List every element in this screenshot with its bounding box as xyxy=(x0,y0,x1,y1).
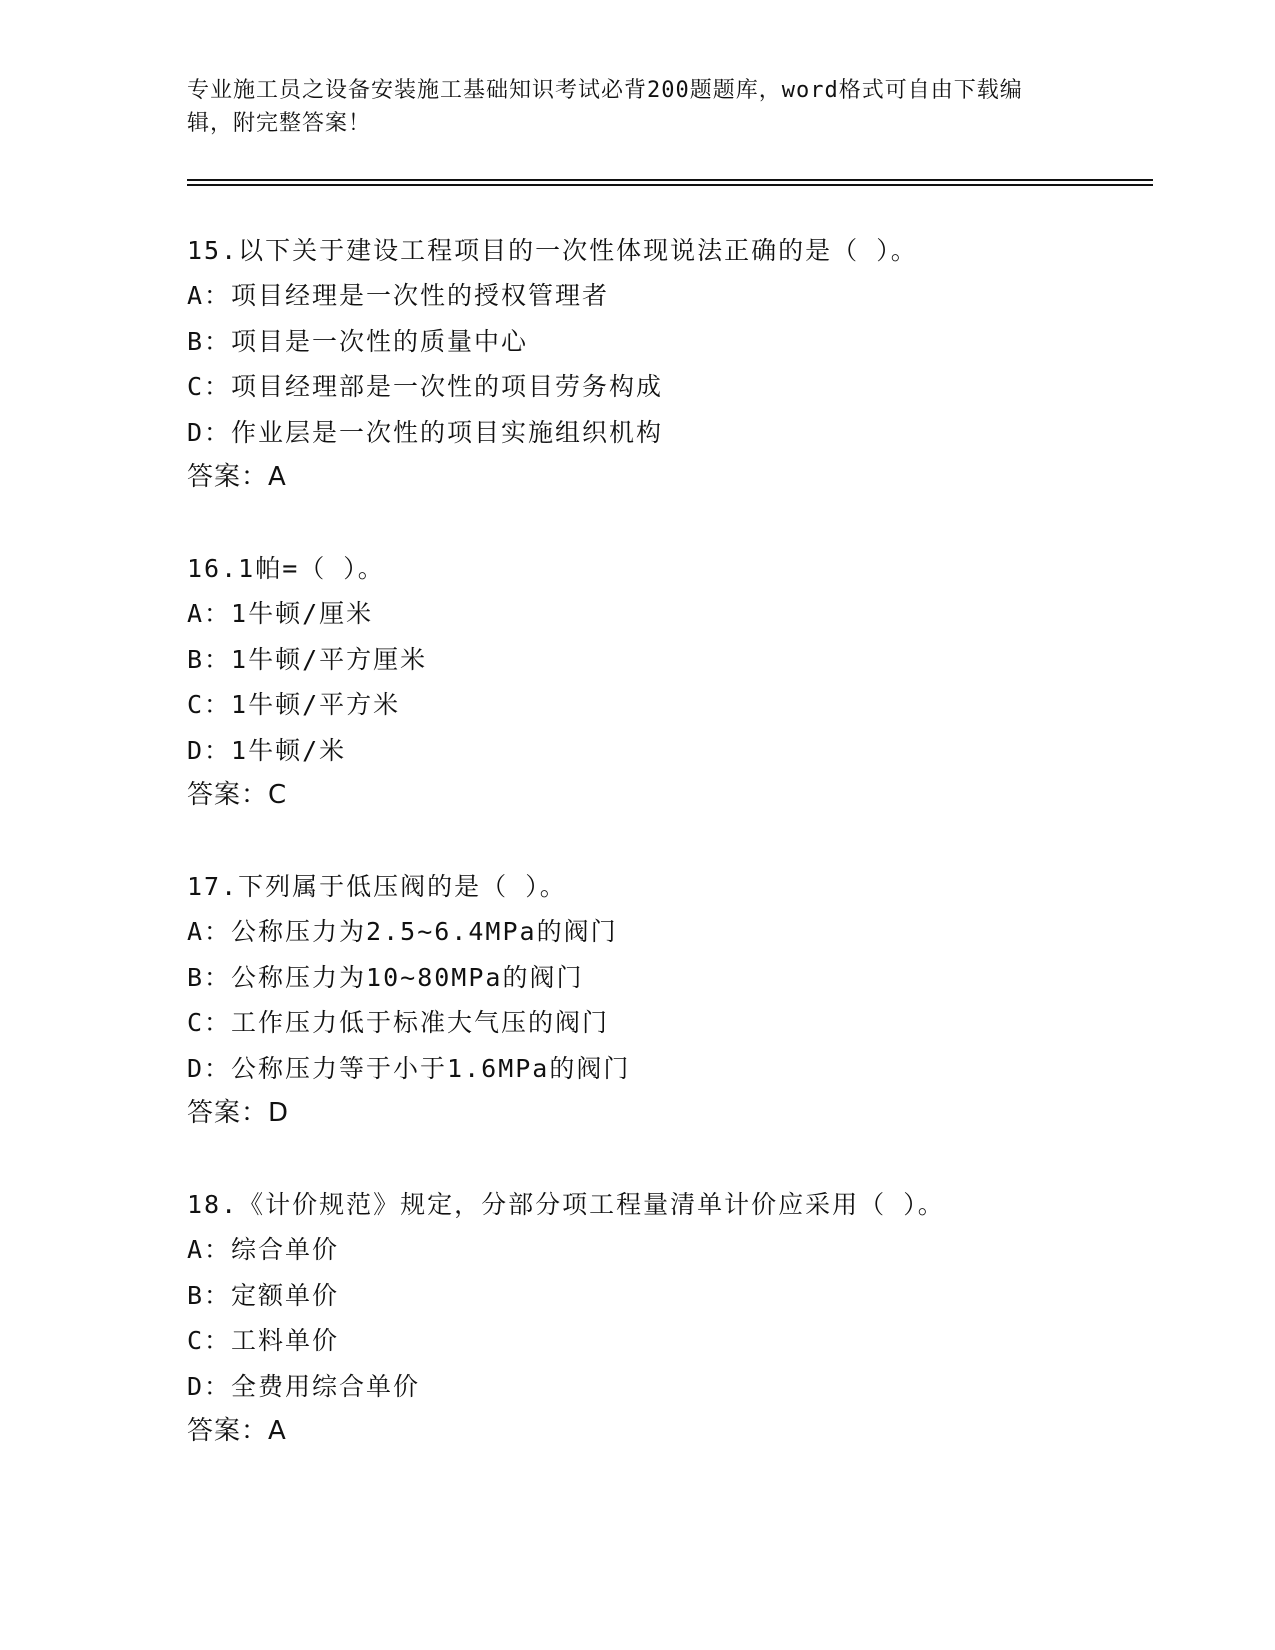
header-divider-top xyxy=(187,179,1153,181)
option-b: B：定额单价 xyxy=(187,1280,340,1310)
answer: 答案：C xyxy=(187,779,288,810)
document-title: 专业施工员之设备安装施工基础知识考试必背200题题库，word格式可自由下载编辑，附完整答案！ xyxy=(187,78,1023,136)
option-a: A：公称压力为2.5~6.4MPa的阀门 xyxy=(187,917,618,947)
option-d: D：公称压力等于小于1.6MPa的阀门 xyxy=(187,1053,631,1083)
option-d: D：作业层是一次性的项目实施组织机构 xyxy=(187,417,664,447)
option-d: D：1牛顿/米 xyxy=(187,735,347,765)
option-c: C：项目经理部是一次性的项目劳务构成 xyxy=(187,372,664,402)
question-18 xyxy=(187,1182,1147,1454)
option-d: D：全费用综合单价 xyxy=(187,1371,421,1401)
option-b: B：1牛顿/平方厘米 xyxy=(187,644,428,674)
answer: 答案：A xyxy=(187,461,287,492)
option-c: C：工料单价 xyxy=(187,1326,340,1356)
option-a: A：项目经理是一次性的授权管理者 xyxy=(187,281,610,311)
question-17 xyxy=(187,864,1147,1136)
answer: 答案：D xyxy=(187,1097,290,1128)
option-b: B：项目是一次性的质量中心 xyxy=(187,326,529,356)
option-c: C：1牛顿/平方米 xyxy=(187,690,401,720)
question-stem: 18.《计价规范》规定，分部分项工程量清单计价应采用（ ）。 xyxy=(187,1190,945,1219)
question-15 xyxy=(187,228,1147,500)
question-stem: 15.以下关于建设工程项目的一次性体现说法正确的是（ ）。 xyxy=(187,236,918,265)
answer: 答案：A xyxy=(187,1415,287,1446)
option-b: B：公称压力为10~80MPa的阀门 xyxy=(187,962,584,992)
question-stem: 16.1帕=（ ）。 xyxy=(187,554,385,583)
header-divider-bottom xyxy=(187,184,1153,186)
option-c: C：工作压力低于标准大气压的阀门 xyxy=(187,1008,610,1038)
question-16 xyxy=(187,546,1147,818)
question-stem: 17.下列属于低压阀的是（ ）。 xyxy=(187,872,567,901)
option-a: A：综合单价 xyxy=(187,1235,340,1265)
option-a: A：1牛顿/厘米 xyxy=(187,599,374,629)
